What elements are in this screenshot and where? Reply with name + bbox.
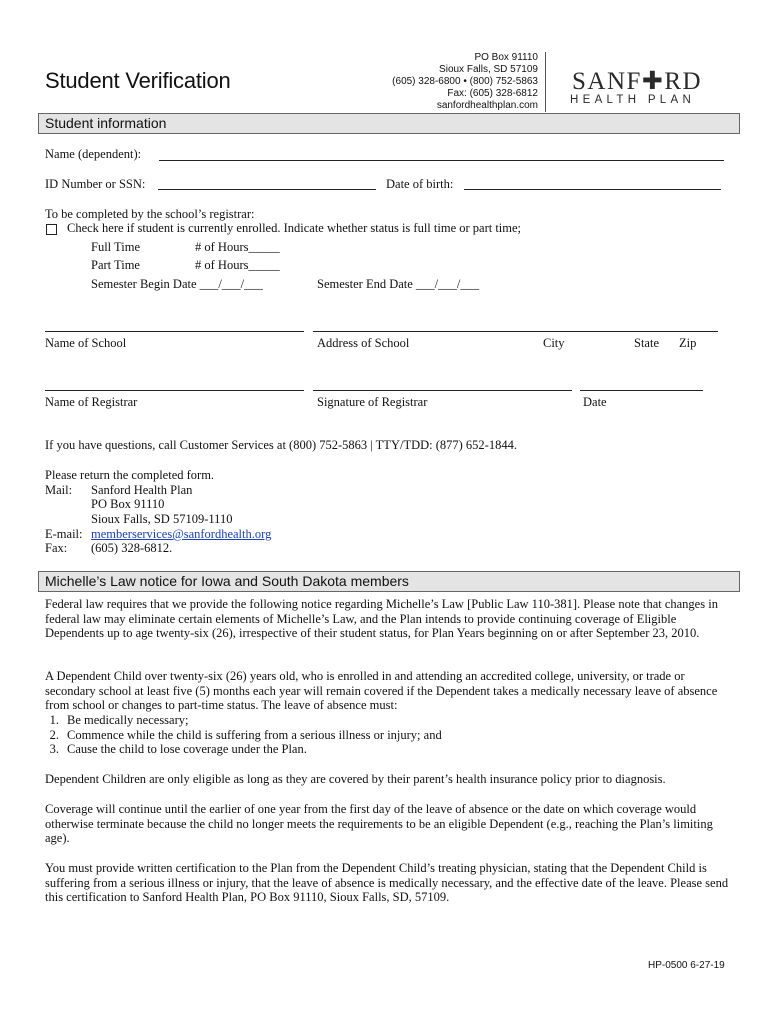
- return-instruction: Please return the completed form.: [45, 468, 215, 482]
- registrar-intro: To be completed by the school’s registrar:: [45, 207, 255, 221]
- contact-city: Sioux Falls, SD 57109: [439, 64, 538, 75]
- address-of-school-label: Address of School: [317, 336, 410, 350]
- michelles-law-paragraph-2: A Dependent Child over twenty-six (26) years old, who is enrolled in and attending an accredited college, university, or trade or secondary school at least five (5) months each year will remain covered if the Dependent takes a medically necessary leave of absence from school or changes to part-time status. The leave of absence must:: [45, 669, 718, 713]
- logo-subtitle: HEALTH PLAN: [570, 94, 696, 106]
- name-of-school-label: Name of School: [45, 336, 127, 350]
- contact-phones: (605) 328-6800 • (800) 752-5863: [392, 76, 538, 87]
- part-time-label: Part Time: [91, 258, 140, 272]
- section-header-michelles-law: Michelle’s Law notice for Iowa and South Dakota members: [38, 571, 740, 592]
- contact-website: sanfordhealthplan.com: [436, 100, 538, 111]
- signature-of-registrar-label: Signature of Registrar: [317, 395, 428, 409]
- id-ssn-label: ID Number or SSN:: [45, 177, 146, 191]
- contact-block: [380, 52, 538, 112]
- semester-end-date-field[interactable]: Semester End Date ___/___/___: [317, 277, 480, 291]
- sanford-logo: [568, 66, 718, 112]
- form-code: HP-0500 6-27-19: [648, 960, 725, 971]
- part-time-hours-field[interactable]: # of Hours_____: [195, 258, 280, 272]
- name-of-school-field[interactable]: [45, 331, 304, 332]
- contact-po-box: PO Box 91110: [474, 52, 538, 63]
- questions-text: If you have questions, call Customer Services at (800) 752-5863 | TTY/TDD: (877) 652-1844.: [45, 438, 517, 452]
- signature-of-registrar-field[interactable]: [313, 390, 572, 391]
- list-item: 1. Be medically necessary;: [49, 713, 189, 727]
- full-time-label: Full Time: [91, 240, 140, 254]
- state-label: State: [634, 336, 659, 350]
- leave-requirements-list: [22, 713, 712, 757]
- name-of-registrar-field[interactable]: [45, 390, 304, 391]
- email-link[interactable]: memberservices@sanfordhealth.org: [91, 527, 272, 541]
- date-label: Date: [583, 395, 607, 409]
- list-item: 3. Cause the child to lose coverage under the Plan.: [49, 742, 307, 757]
- semester-begin-date-field[interactable]: Semester Begin Date ___/___/___: [91, 277, 263, 291]
- date-of-birth-label: Date of birth:: [386, 177, 454, 191]
- fax-number: (605) 328-6812.: [91, 541, 173, 555]
- city-label: City: [543, 336, 565, 350]
- mail-line-name: Sanford Health Plan: [91, 483, 193, 497]
- enrolled-checkbox-label: Check here if student is currently enrolled. Indicate whether status is full time or part time;: [67, 221, 522, 235]
- michelles-law-paragraph-4: Coverage will continue until the earlier of one year from the first day of the leave of absence or the date on which coverage would otherwise terminate because the child no longer meets the requirements to be an eligible Dependent (e.g., reaching the Plan’s limiting age).: [45, 802, 713, 846]
- header-divider: [545, 52, 546, 112]
- michelles-law-paragraph-3: Dependent Children are only eligible as long as they are covered by their parent’s health insurance policy prior to diagnosis.: [45, 772, 666, 786]
- michelles-law-paragraph-5: You must provide written certification to the Plan from the Dependent Child’s treating physician, stating that the Dependent Child is suffering from a serious illness or injury, that the leave of absence is medically necessary, and the effective date of the leave. Please send this certification to Sanford Health Plan, PO Box 91110, Sioux Falls, SD, 57109.: [45, 861, 729, 905]
- michelles-law-paragraph-1: Federal law requires that we provide the following notice regarding Michelle’s Law [Public Law 110-381]. Please note that changes in federal law may eliminate certain elements of Michelle’s Law, and the Plan intends to provide continuing coverage of Eligible Dependents up to age twenty-six (26), irrespective of their student status, for Plan Years beginning on or after September 23, 2010.: [45, 597, 718, 641]
- contact-fax: Fax: (605) 328-6812: [447, 88, 538, 99]
- fax-label: Fax:: [45, 541, 68, 555]
- section-header-student-information: Student information: [38, 113, 740, 134]
- name-dependent-field[interactable]: [159, 160, 724, 161]
- enrolled-checkbox[interactable]: [46, 224, 57, 235]
- id-ssn-field[interactable]: [158, 189, 376, 190]
- name-dependent-label: Name (dependent):: [45, 147, 142, 161]
- mail-label: Mail:: [45, 483, 73, 497]
- email-label: E-mail:: [45, 527, 83, 541]
- mail-line-po-box: PO Box 91110: [91, 497, 165, 511]
- address-of-school-field[interactable]: [313, 331, 718, 332]
- date-of-birth-field[interactable]: [464, 189, 721, 190]
- logo-wordmark: SANF✚RD: [572, 68, 703, 95]
- name-of-registrar-label: Name of Registrar: [45, 395, 138, 409]
- list-item: 2. Commence while the child is suffering from a serious illness or injury; and: [49, 727, 442, 742]
- page-title: Student Verification: [45, 68, 231, 93]
- date-field[interactable]: [580, 390, 703, 391]
- mail-line-city: Sioux Falls, SD 57109-1110: [91, 512, 233, 526]
- zip-label: Zip: [679, 336, 697, 350]
- full-time-hours-field[interactable]: # of Hours_____: [195, 240, 280, 254]
